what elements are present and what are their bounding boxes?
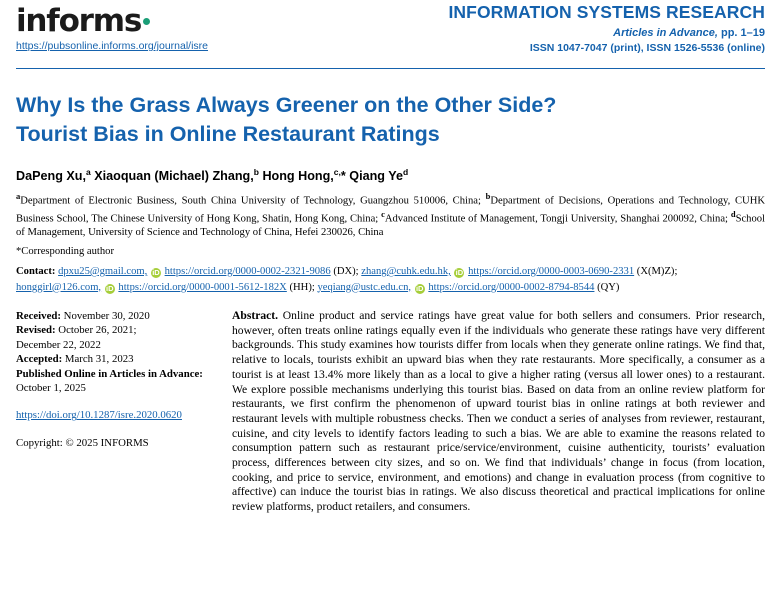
- email-link-qy[interactable]: yeqiang@ustc.edu.cn,: [317, 281, 412, 293]
- informs-logo: [16, 4, 166, 38]
- doi-block: [16, 408, 212, 422]
- accepted-value: March 31, 2023: [64, 353, 134, 366]
- masthead-right: [448, 2, 765, 54]
- abstract-column: [232, 309, 765, 515]
- orcid-link-qy[interactable]: https://orcid.org/0000-0002-8794-8544: [428, 281, 595, 293]
- orcid-icon: iD: [415, 283, 424, 293]
- contact-tag-qy: (QY): [597, 281, 620, 293]
- orcid-icon: iD: [455, 268, 464, 278]
- author-affiliations: $^a$Department of Electronic Business, South China University of Technology, Guangzhou 510006, China; $^b$Department of Decisions, Operations and Technology, CUHK Business School, The Chinese University of Hong Kong, Shatin, Hong Kong, China; $^c$Advanced Institute of Management, Tongji University, Shanghai 200092, China; $^d$School of Management, University of Science and Technology of China, Hefei 230026, China: [16, 191, 765, 239]
- title-block: [16, 91, 765, 149]
- orcid-icon: iD: [152, 268, 160, 278]
- issn-line: ISSN 1047-7047 (print), ISSN 1526-5536 (online): [529, 42, 765, 54]
- published-label: Published Online in Articles in Advance:: [16, 367, 203, 380]
- revised-value: October 26, 2021;: [58, 324, 137, 337]
- abstract-label: Abstract.: [232, 309, 279, 323]
- articles-in-advance: [448, 27, 765, 39]
- page-title: [16, 91, 765, 149]
- history-published: [16, 367, 212, 396]
- article-history-column: [16, 309, 212, 515]
- orcid-link-xmz[interactable]: https://orcid.org/0000-0003-0690-2331: [468, 266, 635, 278]
- body-area: [16, 309, 765, 515]
- contact-tag-dx: (DX);: [333, 266, 359, 278]
- informs-logo-text: informs: [16, 3, 142, 39]
- informs-logo-dot: [143, 18, 150, 25]
- published-value: October 1, 2025: [16, 382, 86, 395]
- orcid-link-hh[interactable]: https://orcid.org/0000-0001-5612-182X: [118, 281, 287, 293]
- orcid-icon: iD: [106, 283, 114, 293]
- author-list: DaPeng Xu,$^a$ Xiaoquan (Michael) Zhang,$^b$ Hong Hong,$^{c,}$* Qiang Ye$^d$: [16, 167, 409, 184]
- spacer: [16, 423, 212, 436]
- history-accepted: [16, 352, 212, 366]
- page-range: pp. 1–19: [720, 27, 765, 39]
- orcid-link-dx[interactable]: https://orcid.org/0000-0002-2321-9086: [164, 266, 331, 278]
- revised-label: Revised:: [16, 324, 56, 337]
- revised-value-2: December 22, 2022: [16, 338, 101, 351]
- received-value: November 30, 2020: [63, 310, 150, 323]
- title-line-1: Why Is the Grass Always Greener on the Other Side?: [16, 93, 557, 117]
- contact-label: Contact:: [16, 266, 56, 278]
- contact-tag-xmz: (X(M)Z);: [636, 266, 678, 278]
- corresponding-author-note: *Corresponding author: [16, 246, 114, 258]
- journal-url-link[interactable]: https://pubsonline.informs.org/journal/isre: [16, 40, 209, 52]
- history-revised: [16, 323, 212, 352]
- spacer: [16, 395, 212, 408]
- title-line-2: Tourist Bias in Online Restaurant Ratings: [16, 122, 440, 146]
- copyright-line: Copyright: © 2025 INFORMS: [16, 436, 149, 449]
- email-link-dx[interactable]: dpxu25@gmail.com,: [58, 266, 148, 278]
- contact-line: [16, 264, 765, 295]
- accepted-label: Accepted:: [16, 353, 63, 366]
- history-received: [16, 309, 212, 323]
- doi-link[interactable]: https://doi.org/10.1287/isre.2020.0620: [16, 409, 182, 422]
- header-divider: [16, 68, 765, 69]
- contact-tag-hh: (HH);: [289, 281, 315, 293]
- email-link-xmz[interactable]: zhang@cuhk.edu.hk,: [361, 266, 451, 278]
- articles-in-advance-label: Articles in Advance,: [613, 27, 718, 39]
- email-link-hh[interactable]: honggirl@126.com,: [16, 281, 102, 293]
- journal-title: INFORMATION SYSTEMS RESEARCH: [448, 2, 765, 22]
- masthead: [0, 0, 781, 62]
- abstract-text: Online product and service ratings have great value for both sellers and consumers. Prior research, however, often treats online ratings equally even if the individuals who generate these ratings have very different backgrounds. This study examines how tourists differ from locals when they generate online ratings. We find that, relative to locals, tourists exhibit an upward bias when they rate restaurants. More specifically, a consumer as a tourist is at least 13.4% more likely than as a local to give a higher rating (versus all lower ones) to a restaurant. We explore possible mechanisms underlying this tourist bias. Based on data from an online review platform for restaurants, we first confirm the phenomenon of upward tourist bias in online ratings at both reviewer and restaurant levels with multiple robustness checks. Then we conduct a series of analyses from reviewer, restaurant, cuisine, and city levels to identify factors leading to such a bias. We are able to examine the reasons related to consumption pattern such as restaurant price/service/environment, cuisine authenticity, tourists’ evaluation process, differences between city sizes, and so on. We find that individuals’ change in focus (from location, cooking, and price to service, environment, and emotions) and change in evaluation process (from cognitive to affective) can induce the tourist bias in ratings. We also discuss theoretical and practical implications for online review platforms, product retailers, and consumers.: [232, 309, 765, 514]
- received-label: Received:: [16, 310, 61, 323]
